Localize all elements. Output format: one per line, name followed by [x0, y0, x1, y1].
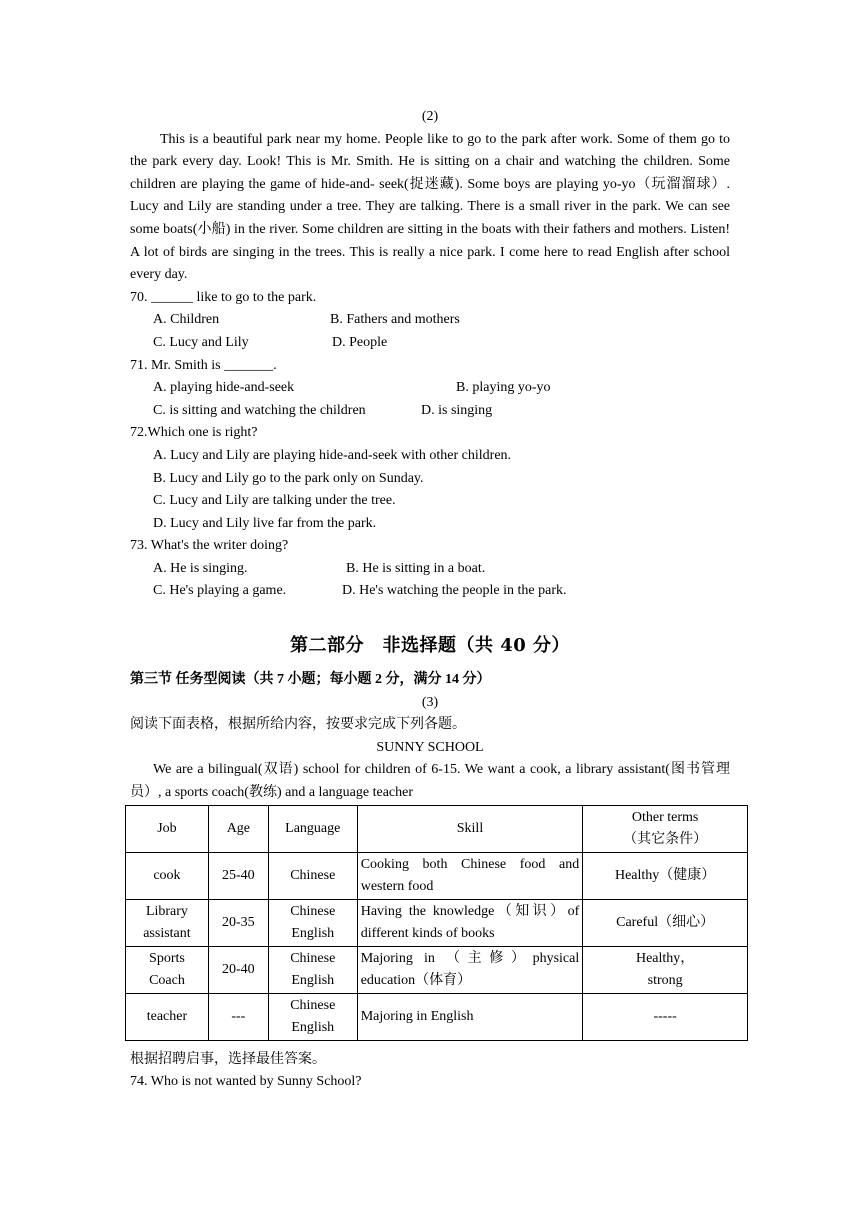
table-row [126, 899, 748, 946]
table-row [126, 852, 748, 899]
cell-line: Chinese [290, 903, 336, 919]
header-job: Job [126, 805, 209, 852]
cell-language: Chinese [268, 852, 357, 899]
cell-age: 20-35 [208, 899, 268, 946]
option-row [130, 400, 730, 423]
cell-terms: ----- [583, 993, 748, 1040]
cell-skill: Having the knowledge（知识）of different kinds of books [357, 899, 583, 946]
header-other-terms-zh: （其它条件） [623, 831, 708, 847]
cell-language [268, 993, 357, 1040]
cell-job [126, 899, 209, 946]
option-b: B. Fathers and mothers [330, 312, 460, 328]
option-row [130, 558, 730, 581]
question-stem: 71. Mr. Smith is _______. [130, 357, 277, 373]
cell-line: English [291, 1019, 335, 1035]
option-d: D. Lucy and Lily live far from the park. [153, 515, 377, 531]
cell-line: Chinese [290, 997, 336, 1013]
option-d: D. He's watching the people in the park. [342, 583, 567, 599]
option-c: C. Lucy and Lily [153, 334, 249, 350]
question-stem: 70. ______ like to go to the park. [130, 289, 317, 305]
table-row [126, 946, 748, 993]
exam-page [130, 106, 730, 1094]
option-b: B. playing yo-yo [456, 380, 551, 396]
option-b: B. Lucy and Lily go to the park only on Sunday. [153, 470, 424, 486]
cell-terms: Careful（细心） [583, 899, 748, 946]
instruction: 阅读下面表格，根据所给内容，按要求完成下列各题。 [130, 717, 466, 733]
cell-line: strong [647, 972, 683, 988]
table-row [126, 993, 748, 1040]
cell-line: Chinese [290, 950, 336, 966]
cell-skill: Majoring in （主修）physical education（体育） [357, 946, 583, 993]
option-d: D. People [332, 334, 388, 350]
cell-age: 25-40 [208, 852, 268, 899]
question-74-stem: 74. Who is not wanted by Sunny School? [130, 1074, 362, 1090]
cell-skill: Cooking both Chinese food and western food [357, 852, 583, 899]
option-d: D. is singing [421, 402, 493, 418]
header-age: Age [208, 805, 268, 852]
passage-text: This is a beautiful park near my home. People like to go to the park after work. Some of them go to the park every day. Look! This is Mr. Smith. He is sitting on a chair and watching the children. Some children are playing the game of hide-and- seek(捉迷藏). Some boys are playing yo-yo（玩溜溜球）. Lucy and Lily are standing under a tree. They are talking. There is a small river in the park. We can see some boats(小船) in the river. Some children are sitting in the boats with their fathers and mothers. Listen! A lot of birds are singing in the trees. This is really a nice park. I come here to read English after school every day. [130, 131, 730, 283]
header-other-terms [583, 805, 748, 852]
option-a: A. He is singing. [153, 560, 248, 576]
cell-skill: Majoring in English [357, 993, 583, 1040]
cell-job: teacher [126, 993, 209, 1040]
option-c: C. Lucy and Lily are talking under the tree. [153, 493, 396, 509]
question-stem: 72.Which one is right? [130, 425, 258, 441]
cell-language [268, 899, 357, 946]
question-73 [130, 535, 730, 603]
option-a: A. Lucy and Lily are playing hide-and-seek with other children. [153, 447, 512, 463]
cell-age: --- [208, 993, 268, 1040]
option-row [130, 377, 730, 400]
cell-age: 20-40 [208, 946, 268, 993]
cell-line: Coach [149, 972, 185, 988]
option-b: B. He is sitting in a boat. [346, 560, 486, 576]
instruction: 根据招聘启事，选择最佳答案。 [130, 1051, 326, 1067]
cell-line: English [291, 925, 335, 941]
cell-job: cook [126, 852, 209, 899]
cell-job [126, 946, 209, 993]
question-72 [130, 422, 730, 535]
table-wrap [130, 805, 730, 1035]
header-language: Language [268, 805, 357, 852]
header-other-terms-en: Other terms [631, 809, 699, 825]
job-table [125, 805, 748, 1041]
cell-terms: Healthy（健康） [583, 852, 748, 899]
cell-line: Library [145, 903, 188, 919]
question-70 [130, 287, 730, 355]
cell-line: English [291, 972, 335, 988]
table-header-row [126, 805, 748, 852]
header-skill: Skill [357, 805, 583, 852]
option-c: C. He's playing a game. [153, 583, 287, 599]
option-row [130, 580, 730, 603]
option-row [130, 309, 730, 332]
section-title: 第三节 任务型阅读（共 7 小题；每小题 2 分，满分 14 分） [130, 672, 491, 688]
cell-language [268, 946, 357, 993]
option-row [130, 332, 730, 355]
part-heading: 第二部分 非选择题（共 40 分） [289, 635, 571, 657]
cell-line: assistant [143, 925, 191, 941]
passage-number: (2) [421, 109, 439, 124]
cell-line: Sports [149, 950, 185, 966]
cell-terms [583, 946, 748, 993]
option-a: A. Children [153, 312, 220, 328]
passage-number: (3) [421, 694, 439, 710]
cell-line: Healthy， [635, 950, 695, 966]
option-a: A. playing hide-and-seek [153, 380, 295, 396]
school-name: SUNNY SCHOOL [376, 739, 484, 755]
question-71 [130, 355, 730, 423]
school-intro: We are a bilingual(双语) school for children of 6-15. We want a cook, a library assistant(图书管理员）, a sports coach(教练) and a language teacher [130, 762, 730, 801]
question-stem: 73. What's the writer doing? [130, 538, 289, 554]
option-c: C. is sitting and watching the children [153, 402, 366, 418]
